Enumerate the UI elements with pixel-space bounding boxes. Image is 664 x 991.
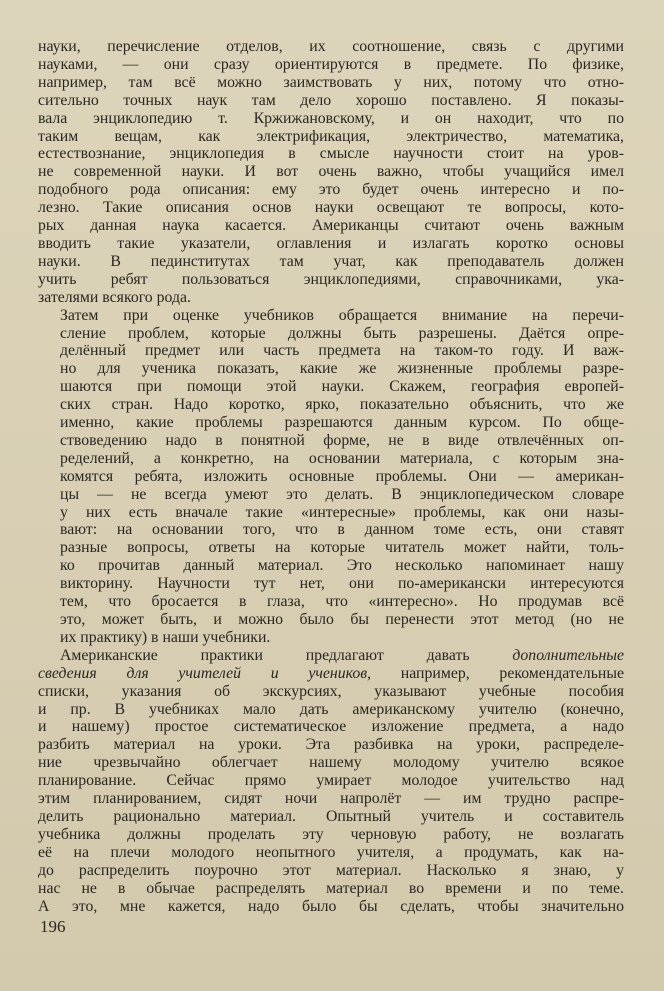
text-line: комятся ребята, изложить основные проблемы. Они — американ- bbox=[60, 467, 624, 485]
text-line: но для ученика показать, какие же жизненные проблемы разре- bbox=[60, 360, 624, 378]
text-line: вводить такие указатели, оглавления и излагать коротко основы bbox=[38, 234, 624, 252]
text-line: этим планированием, сидят ночи напролёт — им трудно распре- bbox=[38, 790, 624, 808]
text-line: викторину. Научности тут нет, они по-американски интересуются bbox=[60, 575, 624, 593]
text-line: таким вещам, как электрификация, электричество, математика, bbox=[38, 127, 624, 145]
text-line: списки, указания об экскурсиях, указывают учебные пособия bbox=[38, 682, 624, 700]
text-line: ко прочитав данный материал. Это несколько напоминает нашу bbox=[60, 557, 624, 575]
text-line: тем, что бросается в глаза, что «интересно». Но продумав всё bbox=[60, 593, 624, 611]
text-line: не современной науки. И вот очень важно, чтобы учащийся имел bbox=[38, 163, 624, 181]
paragraph bbox=[38, 38, 624, 307]
text-line: естествознание, энциклопедия в смысле научности стоит на уров- bbox=[38, 145, 624, 163]
text-line: подобного рода описания: ему это будет очень интересно и по- bbox=[38, 181, 624, 199]
text-line: вала энциклопедию т. Кржижановскому, и он находит, что по bbox=[38, 109, 624, 127]
text-line: планирование. Сейчас прямо умирает молодое учительство над bbox=[38, 772, 624, 790]
text-line: и нашему) простое систематическое изложение предмета, а надо bbox=[38, 718, 624, 736]
text-line: цы — не всегда умеют это делать. В энциклопедическом словаре bbox=[60, 485, 624, 503]
text-line: разбить материал на уроки. Эта разбивка на уроки, распределе- bbox=[38, 736, 624, 754]
page-number: 196 bbox=[40, 917, 66, 936]
body-text bbox=[38, 38, 624, 915]
paragraph bbox=[38, 647, 624, 916]
text-line: учебника должны проделать эту черновую работу, не возлагать bbox=[38, 825, 624, 843]
text-run: например, рекомендательные bbox=[371, 664, 624, 682]
text-line: вают: на основании того, что в данном томе есть, они ставят bbox=[60, 521, 624, 539]
italic-term: сведения для учителей и учеников, bbox=[38, 664, 372, 682]
text-line: зателями всякого рода. bbox=[38, 288, 191, 306]
text-line: их практику) в наши учебники. bbox=[60, 628, 271, 646]
text-line: до распределить поурочно этот материал. Насколько я знаю, у bbox=[38, 861, 624, 879]
text-line: например, там всё можно заимствовать у них, потому что отно- bbox=[38, 73, 624, 91]
text-line: ских стран. Надо коротко, ярко, показательно объяснить, что же bbox=[60, 396, 624, 414]
text-line: нас не в обычае распределять материал во времени и по теме. bbox=[38, 879, 624, 897]
text-line: учить ребят пользоваться энциклопедиями, справочниками, ука- bbox=[38, 270, 624, 288]
text-line: науки, перечисление отделов, их соотношение, связь с другими bbox=[38, 38, 624, 55]
text-line: её на плечи молодого неопытного учителя, а продумать, как на- bbox=[38, 843, 624, 861]
text-line: делить рационально материал. Опытный учитель и составитель bbox=[38, 807, 624, 825]
text-line: сительно точных наук там дело хорошо поставлено. Я показы- bbox=[38, 91, 624, 109]
text-line: Затем при оценке учебников обращается внимание на перечи- bbox=[60, 306, 624, 324]
text-line: это, может быть, и можно было бы перенести этот метод (но не bbox=[60, 611, 624, 628]
text-line: и пр. В учебниках мало дать американскому учителю (конечно, bbox=[38, 700, 624, 718]
text-line: ствоведению надо в понятной форме, не в виде отвлечённых оп- bbox=[60, 431, 624, 449]
text-line: шаются при помощи этой науки. Скажем, география европей- bbox=[60, 378, 624, 396]
text-line: именно, какие проблемы разрешаются данным курсом. По обще- bbox=[60, 414, 624, 432]
text-run: Американские практики предлагают давать bbox=[60, 646, 513, 664]
text-line: науки. В пединститутах там учат, как преподаватель должен bbox=[38, 252, 624, 270]
italic-term: дополнительные bbox=[512, 646, 624, 664]
text-line: ние чрезвычайно облегчает нашему молодому учителю всякое bbox=[38, 754, 624, 772]
text-line bbox=[38, 647, 624, 665]
text-line: делённый предмет или часть предмета на таком-то году. И важ- bbox=[60, 342, 624, 360]
paragraph bbox=[38, 307, 624, 647]
text-line: ределений, а конкретно, на основании материала, с которым зна- bbox=[60, 449, 624, 467]
text-line: сление проблем, которые должны быть разрешены. Даётся опре- bbox=[60, 324, 624, 342]
text-line: у них есть вначале такие «интересные» проблемы, как они назы- bbox=[60, 503, 624, 521]
text-line: науками, — они сразу ориентируются в предмете. По физике, bbox=[38, 55, 624, 73]
text-line bbox=[38, 665, 624, 683]
text-line: рых данная наука касается. Американцы считают очень важным bbox=[38, 217, 624, 235]
text-line: разные вопросы, ответы на которые читатель может найти, толь- bbox=[60, 539, 624, 557]
text-line: лезно. Такие описания основ науки освещают те вопросы, кото- bbox=[38, 199, 624, 217]
text-line: А это, мне кажется, надо было бы сделать, чтобы значительно bbox=[38, 897, 624, 915]
